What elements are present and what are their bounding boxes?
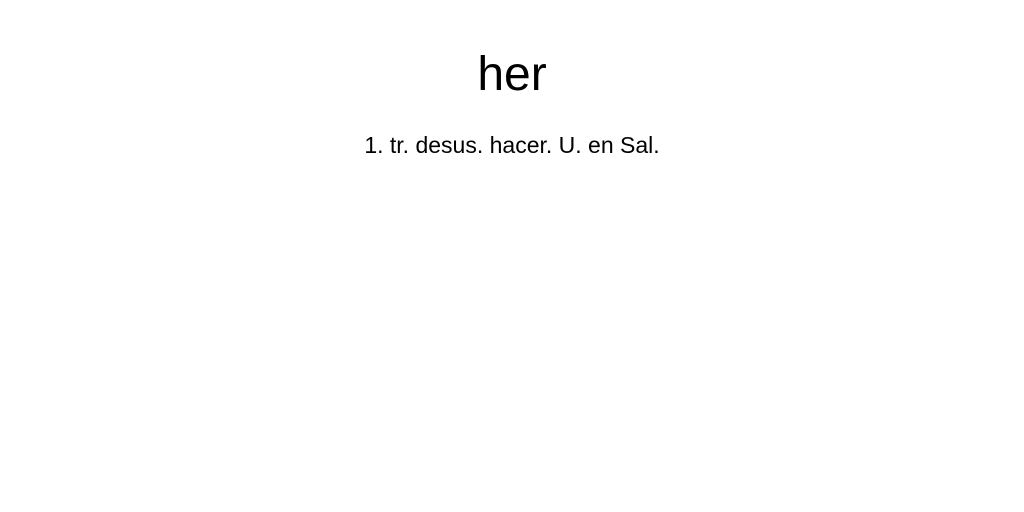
definition: 1. tr. desus. hacer. U. en Sal. (364, 132, 660, 158)
headword: her (477, 48, 547, 101)
